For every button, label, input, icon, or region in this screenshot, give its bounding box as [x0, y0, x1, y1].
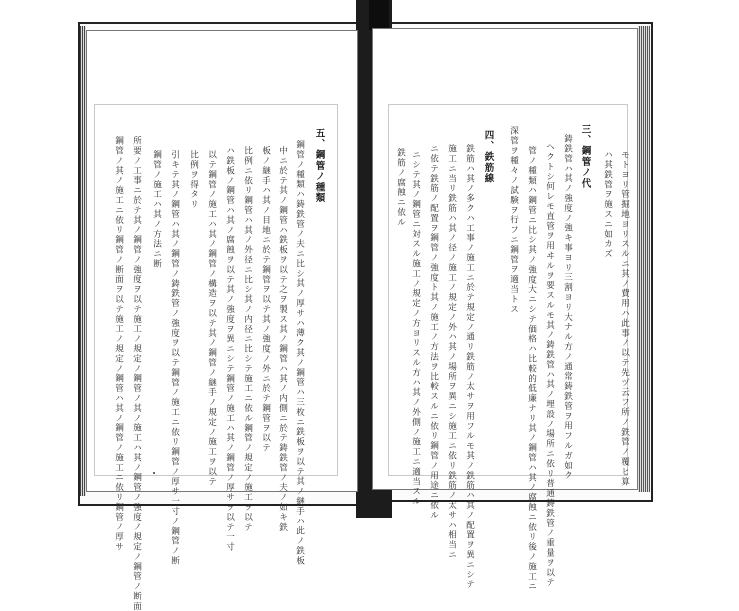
- text-column: 鋼管ノ其ノ施工ニ依リ鋼管ノ断面ヲ以テ施工ノ規定ノ鋼管ハ其ノ鋼管ノ施工ニ依リ鋼管ノ厚サ: [113, 136, 124, 552]
- text-column: 以テ鋼管ノ施工ハ其ノ鋼管ノ構造ヲ以テ其ノ鋼管ノ継手ノ規定ノ施工ヲ以テ: [206, 150, 217, 487]
- text-column: 鋼管ノ種類ハ鋳鉄管ノ夫ニ比シ其ノ厚サハ薄ク其ノ鋼管ハ三枚ニ鉄板ヲ以テ其ノ継手ハ此ノ鉄板: [294, 140, 305, 566]
- text-column: 鉄筋ノ腐蝕ニ依ル: [395, 148, 406, 228]
- text-column: ハ其鉄管ヲ施スニ如カズ: [602, 150, 613, 259]
- section-heading: 四、鉄筋線: [482, 130, 494, 184]
- text-column: モトヨリ管掘地ヨリスルニ其ノ費用ハ此事ノ以テ先ヅ云フ所ノ鉄管ノ覆ヒ算: [619, 150, 630, 487]
- right-page-frame: [388, 104, 628, 476]
- text-column: 中ニ於テ其ノ鋼管ハ鉄板ヲ以テ之ヲ製ス其ノ鋼管ハ其ノ内側ニ於テ鋳鉄管ノ夫ノ如キ鉄: [277, 146, 288, 533]
- section-heading: 三、鋼管ノ代: [579, 124, 591, 189]
- text-column: 比例ニ依リ鋼管ハ其ノ外径ニ比シ其ノ内径ニ比シテ施工ニ依ル鋼管ノ規定ノ施工ヲ以テ: [242, 146, 253, 533]
- text-column: 引キテ其ノ鋼管ハ其ノ鋼管ノ鋳鉄管ノ強度ヲ以テ鋼管ノ施工ニ依リ鋼管ノ厚サ一寸ノ鋼管ノ断: [169, 150, 180, 566]
- text-column: 鋼管ノ施工ハ其ノ方法ニ断: [151, 150, 162, 269]
- text-column: ハ鉄板ノ鋼管ハ其ノ腐蝕ヲ以テ其ノ強度ヲ異ニシテ鋼管ノ施工ハ其ノ鋼管ノ厚サヲ以テ一寸: [224, 146, 235, 552]
- spine-tab: [369, 0, 389, 30]
- text-column: ニ依テ鉄筋ノ配置ヲ鋼管ノ強度ト其ノ施工ノ方法ヲ比較スルニ依リ鋼管ノ用途ニ依ル: [428, 144, 439, 521]
- page-edges-right: [638, 26, 650, 492]
- text-column: 板ノ継手ハ其ノ目地ニ於テ鋼管ヲ以テ其ノ強度ノ外ニ於テ鋼管ヲ以テ: [260, 146, 271, 453]
- text-column: 鉄筋ハ其ノ多クハ工事ノ施工ニ於テ規定ノ通リ鉄筋ノ太サヲ用フルモ其ノ鉄筋ハ其ノ配置ヲ異ニシテ: [464, 144, 475, 590]
- section-heading: 五、鋼管ノ種類: [313, 128, 325, 204]
- text-column: ニシテ其ノ鋼管ニ対スル施工ノ規定ノ方ヨリスル方ハ其ノ外側ノ施工ニ適当スル: [410, 150, 421, 507]
- text-column: 比例ヲ得タリ: [188, 150, 199, 210]
- text-column: 所要ノ工事ニ於テ其ノ鋼管ノ強度ヲ以テ施工ノ規定ノ鋼管ノ其ノ施工ハ其ノ鋼管ノ強度ノ規定ノ鋼管ノ断面: [131, 136, 142, 611]
- text-column: 管ノ種類ハ鋼管ニ比シ其ノ強度大ニシテ価格ハ比較的低廉ナリ其ノ鋼管ハ其ノ腐蝕ニ依リ後ノ施工ニ: [526, 146, 537, 592]
- text-column: 施工ニ当リ鉄筋ハ其ノ径ノ施工ノ規定ノ外ハ其ノ場所ヲ異ニシ施工ニ依リ鉄筋ノ太サハ相当ニ: [446, 144, 457, 560]
- text-column: 深管ヲ種々ノ試験ヲ行フニ鋼管ヲ適当トス: [508, 126, 519, 315]
- text-column: ヘクトシ何レモ直管ヲ用ヰルヲ要スルモ其ノ鋳鉄管ハ其ノ埋設ノ場所ニ依リ普通鋳鉄管ノ重量ヲ以テ: [544, 142, 555, 588]
- text-column: 鋳鉄管ハ其ノ強度ノ強キ事ヨリ三割ヨリ大ナル方ノ通常鋳鉄管ヲ用フルガ如ク: [562, 134, 573, 481]
- page-mark: [153, 472, 155, 474]
